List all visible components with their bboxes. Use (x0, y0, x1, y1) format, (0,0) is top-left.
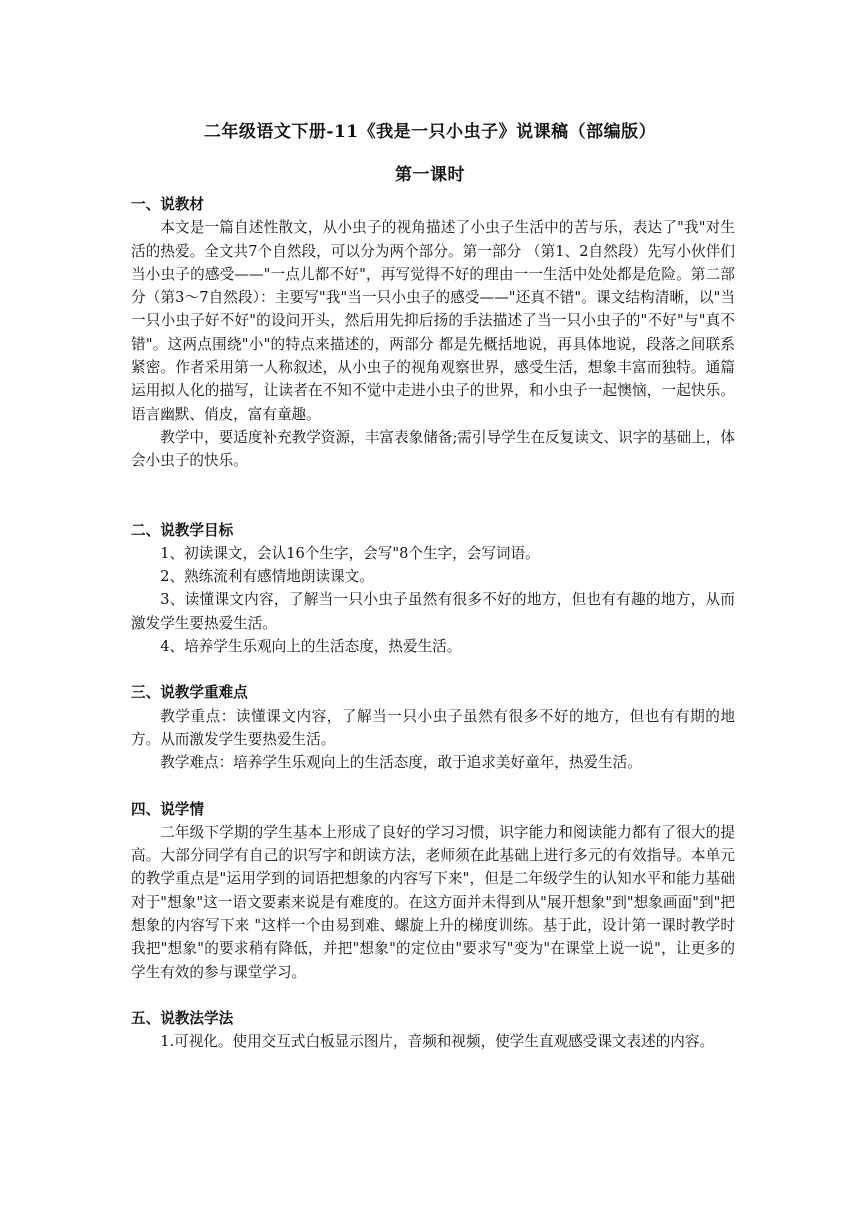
paragraph: 二年级下学期的学生基本上形成了良好的学习习惯，识字能力和阅读能力都有了很大的提高。大部分同学有自己的识写字和朗读方法，老师须在此基础上进行多元的有效指导。本单元的教学重点是"运用学到的词语把想象的内容写下来"，但是二年级学生的认知水平和能力基础对于"想象"这一语文要素来说是有难度的。在这方面并未得到从"展开想象"到"想象画面"到"把想象的内容写下来 "这样一个由易到难、螺旋上升的梯度训练。基于此，设计第一课时教学时我把"想象"的要求稍有降低，并把"想象"的定位由"要求写"变为"在课堂上说一说"，让更多的学生有效的参与课堂学习。 (131, 823, 735, 981)
section-heading-textbook: 一、说教材 (131, 196, 204, 213)
paragraph: 教学难点：培养学生乐观向上的生活态度，敢于追求美好童年，热爱生活。 (160, 754, 642, 772)
section-heading-objectives: 二、说教学目标 (131, 521, 234, 539)
section-spacer (131, 984, 735, 1007)
list-item: 2、熟练流利有感情地朗读课文。 (160, 568, 374, 586)
list-item: 4、培养学生乐观向上的生活态度，热爱生活。 (160, 638, 462, 656)
list-item: 1、初读课文，会认16个生字，会写"8个生字，会写词语。 (160, 544, 540, 562)
paragraph: 本文是一篇自述性散文，从小虫子的视角描述了小虫子生活中的苦与乐，表达了"我"对生活的热爱。全文共7个自然段，可以分为两个部分。第一部分 （第1、2自然段）先写小伙伴们当小虫子的感受——"一点儿都不好"，再写觉得不好的理由一一生活中处处都是危险。第二部分（第3～7自然段）：主要写"我"当一只小虫子的感受——"还真不错"。课文结构清晰，以"当一只小虫子好不好"的设问开头，然后用先抑后扬的手法描述了当一只小虫子的"不好"与"真不错"。这两点围绕"小"的特点来描述的，两部分 都是先概括地说，再具体地说，段落之间联系紧密。作者采用第一人称叙述，从小虫子的视角观察世界，感受生活，想象丰富而独特。通篇运用拟人化的描写，让读者在不知不觉中走进小虫子的世界，和小虫子一起懊恼，一起快乐。语言幽默、俏皮，富有童趣。 (131, 219, 735, 423)
document-body (131, 193, 735, 1054)
section-spacer (131, 658, 735, 681)
paragraph: 教学重点：读懂课文内容，了解当一只小虫子虽然有很多不好的地方，但也有有期的地方。从而激发学生要热爱生活。 (131, 707, 735, 748)
list-item: 3、读懂课文内容，了解当一只小虫子虽然有很多不好的地方，但也有有趣的地方，从而激发学生要热爱生活。 (131, 591, 735, 632)
section-heading-learner-analysis: 四、说学情 (131, 800, 204, 818)
section-spacer (131, 775, 735, 798)
section-spacer (131, 473, 735, 519)
lesson-title: 第一课时 (395, 165, 465, 185)
document-title: 二年级语文下册-11《我是一只小虫子》说课稿（部编版） (203, 122, 657, 142)
section-heading-key-points: 三、说教学重难点 (131, 684, 248, 702)
section-heading-methods: 五、说教法学法 (131, 1009, 234, 1027)
paragraph: 教学中，要适度补充教学资源，丰富表象储备;需引导学生在反复读文、识字的基础上，体会小虫子的快乐。 (131, 428, 735, 470)
paragraph: 1.可视化。使用交互式白板显示图片，音频和视频，使学生直观感受课文表述的内容。 (160, 1033, 715, 1051)
